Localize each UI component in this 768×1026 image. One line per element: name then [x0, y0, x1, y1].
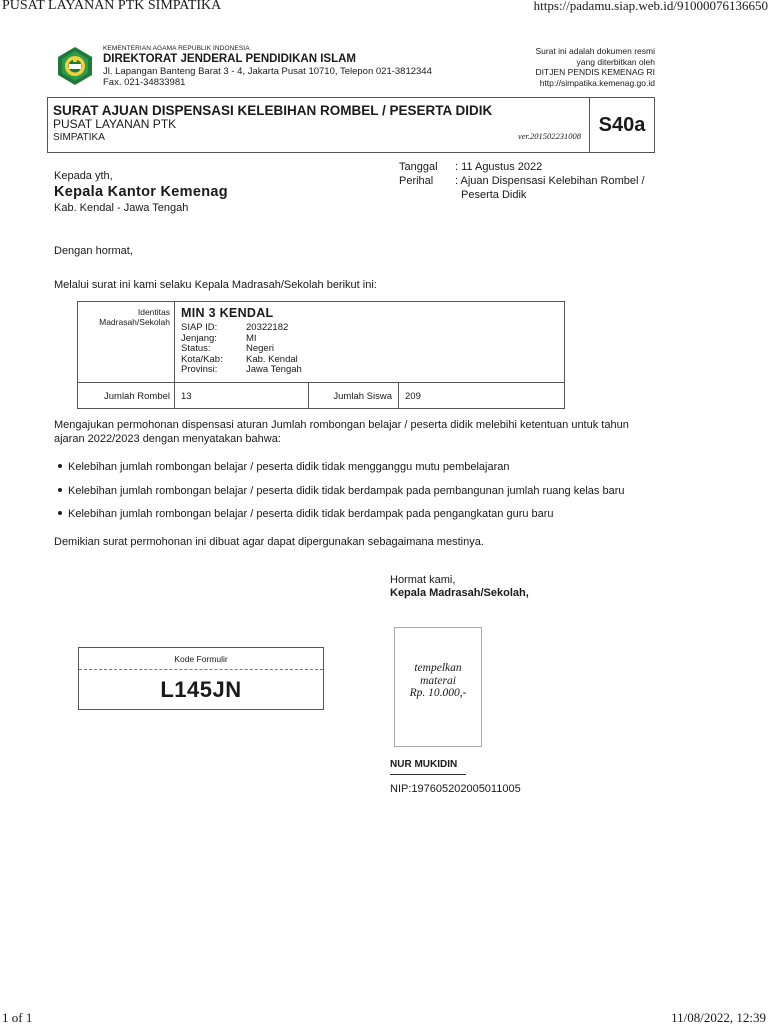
- identity-label: [78, 302, 175, 382]
- bullet-icon: [58, 464, 62, 468]
- field-key: Kota/Kab:: [181, 353, 223, 365]
- stamp-line: tempelkan: [414, 662, 462, 674]
- document-code: S40a: [589, 98, 654, 152]
- greeting: Dengan hormat,: [54, 245, 133, 257]
- print-header-title: PUSAT LAYANAN PTK SIMPATIKA: [2, 0, 222, 13]
- addressee-place: Kab. Kendal - Jawa Tengah: [54, 202, 189, 214]
- kemenag-emblem-icon: [56, 46, 94, 86]
- letterhead-note-link: http://simpatika.kemenag.go.id: [539, 77, 655, 88]
- document-title: SURAT AJUAN DISPENSASI KELEBIHAN ROMBEL / PESERTA DIDIK: [53, 103, 493, 118]
- siswa-value: 209: [405, 390, 421, 402]
- request-text: Mengajukan permohonan dispensasi aturan Jumlah rombongan belajar / peserta didik melebihi ketentuan untuk tahun ajaran 2022/2023 dengan menyatakan bahwa:: [54, 419, 629, 445]
- form-code-box: [78, 647, 324, 710]
- signature-regards: Hormat kami,: [390, 574, 456, 586]
- letterhead-note-line: Surat ini adalah dokumen resmi: [535, 46, 655, 56]
- subject-value-line: Peserta Didik: [461, 189, 527, 201]
- identity-field-row: [181, 344, 302, 355]
- subject-value: [455, 174, 660, 202]
- closing-text: Demikian surat permohonan ini dibuat agar dapat dipergunakan sebagaimana mestinya.: [54, 536, 484, 548]
- counts-row: [78, 382, 564, 409]
- rombel-value: 13: [176, 383, 309, 409]
- field-value: Kab. Kendal: [246, 353, 298, 365]
- letterhead-note-line: yang diterbitkan oleh: [576, 56, 655, 67]
- identity-label-line: Identitas: [137, 307, 170, 317]
- identity-body: [181, 306, 302, 376]
- subject-label: Perihal: [399, 175, 434, 187]
- letterhead-note: [535, 46, 655, 88]
- subject-value-line: : Ajuan Dispensasi Kelebihan Rombel /: [455, 175, 645, 187]
- letterhead-directorate: DIREKTORAT JENDERAL PENDIDIKAN ISLAM: [103, 53, 357, 65]
- print-footer-datetime: 11/08/2022, 12:39: [671, 1010, 766, 1025]
- bullet-text: Kelebihan jumlah rombongan belajar / peserta didik tidak mengganggu mutu pembelajaran: [68, 461, 510, 473]
- bullet-text: Kelebihan jumlah rombongan belajar / peserta didik tidak berdampak pada pembangunan jumlah ruang kelas baru: [68, 485, 625, 497]
- bullet-item: [58, 461, 510, 473]
- document-subtitle: PUSAT LAYANAN PTK: [53, 117, 177, 131]
- rombel-label: Jumlah Rombel: [78, 383, 175, 409]
- identity-fields: [181, 323, 302, 376]
- field-key: Status:: [181, 343, 211, 354]
- identity-table: [77, 301, 565, 409]
- stamp-text: [395, 662, 481, 700]
- field-value: MI: [246, 332, 257, 344]
- bullet-icon: [58, 488, 62, 492]
- identity-field-row: [181, 365, 302, 376]
- stamp-line: materai: [420, 674, 456, 687]
- field-key: SIAP ID:: [181, 322, 218, 333]
- letter-meta: [399, 160, 660, 202]
- field-value: 20322182: [246, 322, 289, 333]
- title-box: [47, 97, 655, 153]
- field-key: Jenjang:: [181, 332, 217, 344]
- date-value: : 11 Agustus 2022: [455, 161, 543, 173]
- identity-field-row: [181, 323, 302, 334]
- form-code-value: L145JN: [160, 676, 242, 702]
- print-header-url: https://padamu.siap.web.id/91000076136650: [533, 0, 768, 13]
- stamp-box: [394, 627, 482, 747]
- addressee-label: Kepada yth,: [54, 170, 113, 182]
- field-value: Negeri: [246, 343, 274, 354]
- document-system: SIMPATIKA: [53, 132, 105, 143]
- bullet-text: Kelebihan jumlah rombongan belajar / peserta didik tidak berdampak pada pengangkatan guru baru: [68, 508, 554, 520]
- siswa-label: Jumlah Siswa: [310, 383, 399, 409]
- field-value: Jawa Tengah: [246, 364, 302, 375]
- form-code-label: Kode Formulir: [79, 648, 323, 670]
- field-key: Provinsi:: [181, 364, 218, 375]
- date-label: Tanggal: [399, 161, 438, 173]
- document-version: ver.201502231008: [517, 131, 581, 141]
- bullet-item: [58, 508, 554, 520]
- addressee-name: Kepala Kantor Kemenag: [54, 184, 228, 200]
- letterhead-address: Jl. Lapangan Banteng Barat 3 - 4, Jakarta Pusat 10710, Telepon 021-3812344: [103, 66, 432, 77]
- letterhead-fax: Fax. 021-34833981: [103, 77, 186, 88]
- bullet-item: [58, 485, 624, 497]
- intro-text: Melalui surat ini kami selaku Kepala Madrasah/Sekolah berikut ini:: [54, 279, 377, 291]
- bullet-icon: [58, 511, 62, 515]
- print-footer-page: 1 of 1: [2, 1010, 33, 1025]
- letterhead-note-line: DITJEN PENDIS KEMENAG RI: [535, 67, 655, 77]
- signature-role: Kepala Madrasah/Sekolah,: [390, 587, 529, 599]
- stamp-line: Rp. 10.000,-: [409, 687, 467, 699]
- letterhead-ministry: KEMENTERIAN AGAMA REPUBLIK INDONESIA: [103, 45, 250, 52]
- school-name: MIN 3 KENDAL: [181, 306, 274, 320]
- signer-nip: NIP:197605202005011005: [390, 783, 521, 795]
- signer-name: NUR MUKIDIN: [390, 759, 466, 775]
- identity-label-line: Madrasah/Sekolah: [99, 317, 170, 327]
